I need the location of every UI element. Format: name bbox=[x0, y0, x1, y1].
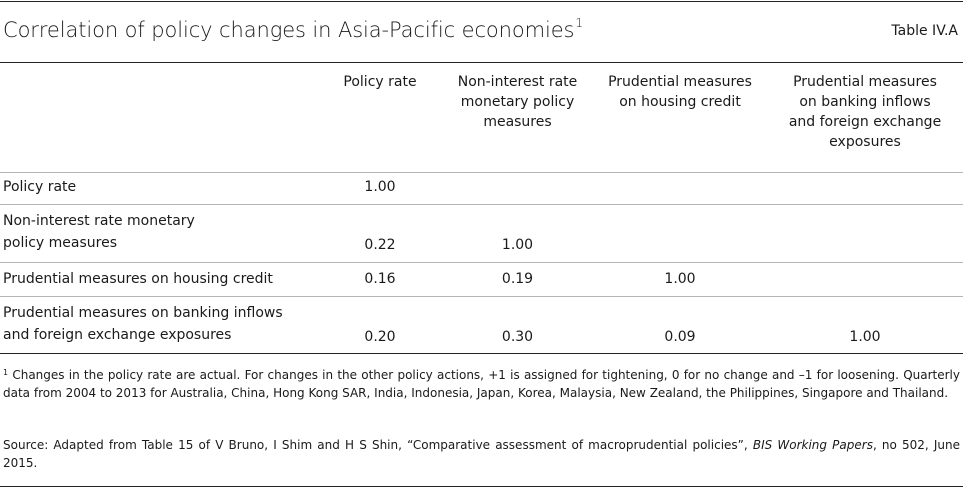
column-header-policy-rate: Policy rate bbox=[343, 74, 417, 90]
title-footnote-mark: 1 bbox=[575, 16, 583, 30]
row-label-banking-inflows: Prudential measures on banking inflows and foreign exchange exposures bbox=[3, 305, 283, 343]
table-cell: 0.22 bbox=[364, 237, 396, 253]
table-number: Table IV.A bbox=[891, 23, 958, 39]
table-title: Correlation of policy changes in Asia-Pacific economies$^1$ bbox=[3, 16, 583, 42]
table-bottom-rule bbox=[0, 353, 963, 354]
table-cell: 1.00 bbox=[501, 237, 534, 253]
source-note: Source: Adapted from Table 15 of V Bruno, I Shim and H S Shin, “Comparative assessment of macroprudential policies”, BIS Working Papers, no 502, June 2015. bbox=[3, 438, 960, 470]
footnote-mark: 1 bbox=[3, 368, 9, 377]
row-divider bbox=[0, 262, 963, 263]
table-cell: 0.30 bbox=[501, 329, 534, 345]
table-cell: 1.00 bbox=[364, 179, 396, 195]
footnote-text: Changes in the policy rate are actual. For changes in the other policy actions, +1 is assigned for tightening, 0 for no change and –1 for loosening. Quarterly data from 2004 to 2013 for Australia, China, Hong Kong SAR, India, Indonesia, Japan, Korea, Malaysia, New Zealand, the Philippines, Singapore and Thailand. bbox=[3, 368, 960, 400]
footnote bbox=[3, 364, 960, 402]
header-rule bbox=[0, 62, 963, 63]
table-cell: 0.16 bbox=[364, 271, 396, 287]
source-journal: BIS Working Papers bbox=[752, 438, 873, 452]
row-divider bbox=[0, 172, 963, 173]
row-divider bbox=[0, 204, 963, 205]
row-divider bbox=[0, 296, 963, 297]
row-label-policy-rate: Policy rate bbox=[3, 179, 77, 195]
table-cell: 0.20 bbox=[364, 329, 396, 345]
column-header-housing-credit: Prudential measures on housing credit bbox=[608, 74, 752, 110]
column-header-banking-inflows: Prudential measures on banking inflows and foreign exchange exposures bbox=[788, 74, 942, 150]
table-cell: 1.00 bbox=[664, 271, 696, 287]
table-cell: 1.00 bbox=[849, 329, 881, 345]
column-header-non-interest-rate: Non-interest rate monetary policy measures bbox=[457, 74, 578, 130]
top-rule bbox=[0, 1, 963, 2]
table-cell: 0.09 bbox=[664, 329, 696, 345]
table-cell: 0.19 bbox=[501, 271, 534, 287]
row-label-housing-credit: Prudential measures on housing credit bbox=[3, 271, 273, 287]
row-label-non-interest-rate: Non-interest rate monetary policy measures bbox=[3, 213, 195, 251]
bottom-rule bbox=[0, 486, 963, 487]
